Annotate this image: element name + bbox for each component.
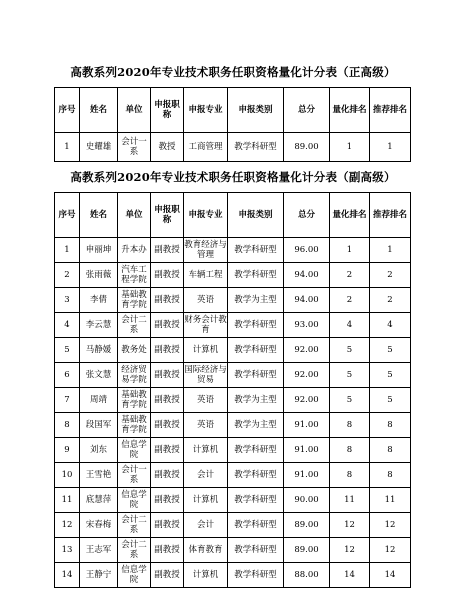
table-row xyxy=(55,363,411,388)
cell-unit: 会计二系 xyxy=(118,538,151,563)
cell-name: 段国军 xyxy=(80,413,118,438)
cell-name: 史耀雄 xyxy=(80,133,118,162)
cell-category: 教学科研型 xyxy=(228,438,284,463)
cell-quant-rank: 12 xyxy=(330,513,370,538)
cell-quant-rank: 1 xyxy=(330,238,370,263)
cell-score: 88.00 xyxy=(284,563,330,588)
cell-score: 92.00 xyxy=(284,338,330,363)
cell-recommend-rank: 12 xyxy=(370,538,411,563)
cell-category: 教学科研型 xyxy=(228,363,284,388)
table-row xyxy=(55,513,411,538)
cell-major: 工商管理 xyxy=(184,133,228,162)
cell-index: 13 xyxy=(55,538,80,563)
cell-recommend-rank: 2 xyxy=(370,288,411,313)
cell-name: 底慧萍 xyxy=(80,488,118,513)
cell-title: 副教授 xyxy=(151,463,184,488)
table2 xyxy=(54,192,411,588)
table2-header-quant-rank: 量化排名 xyxy=(330,193,370,238)
cell-title: 副教授 xyxy=(151,263,184,288)
table-row xyxy=(55,313,411,338)
cell-unit: 会计二系 xyxy=(118,313,151,338)
cell-major: 计算机 xyxy=(184,563,228,588)
cell-quant-rank: 14 xyxy=(330,563,370,588)
cell-score: 90.00 xyxy=(284,488,330,513)
cell-title: 副教授 xyxy=(151,238,184,263)
cell-name: 王静宁 xyxy=(80,563,118,588)
cell-title: 副教授 xyxy=(151,313,184,338)
cell-category: 教学科研型 xyxy=(228,338,284,363)
cell-recommend-rank: 5 xyxy=(370,338,411,363)
cell-title: 副教授 xyxy=(151,338,184,363)
cell-index: 14 xyxy=(55,563,80,588)
table2-header-unit: 单位 xyxy=(118,193,151,238)
cell-score: 89.00 xyxy=(284,538,330,563)
table1-header-row xyxy=(55,88,411,133)
table2-header-recommend-rank: 推荐排名 xyxy=(370,193,411,238)
cell-title: 副教授 xyxy=(151,538,184,563)
cell-unit: 教务处 xyxy=(118,338,151,363)
cell-unit: 基础教育学院 xyxy=(118,388,151,413)
cell-quant-rank: 8 xyxy=(330,413,370,438)
cell-quant-rank: 1 xyxy=(330,133,370,162)
cell-index: 1 xyxy=(55,238,80,263)
cell-score: 92.00 xyxy=(284,388,330,413)
cell-quant-rank: 5 xyxy=(330,363,370,388)
cell-name: 刘东 xyxy=(80,438,118,463)
cell-unit: 升本办 xyxy=(118,238,151,263)
cell-score: 89.00 xyxy=(284,513,330,538)
table-row xyxy=(55,563,411,588)
cell-category: 教学科研型 xyxy=(228,488,284,513)
cell-name: 张文慧 xyxy=(80,363,118,388)
cell-major: 英语 xyxy=(184,388,228,413)
cell-quant-rank: 4 xyxy=(330,313,370,338)
cell-recommend-rank: 5 xyxy=(370,388,411,413)
cell-unit: 基础教育学院 xyxy=(118,413,151,438)
cell-unit: 会计二系 xyxy=(118,513,151,538)
table2-title: 高教系列2020年专业技术职务任职资格量化计分表（副高级） xyxy=(70,170,396,184)
cell-major: 教育经济与管理 xyxy=(184,238,228,263)
cell-recommend-rank: 4 xyxy=(370,313,411,338)
cell-unit: 信息学院 xyxy=(118,438,151,463)
cell-index: 4 xyxy=(55,313,80,338)
cell-title: 副教授 xyxy=(151,488,184,513)
table-row xyxy=(55,238,411,263)
cell-category: 教学科研型 xyxy=(228,463,284,488)
table1-header-major: 申报专业 xyxy=(184,88,228,133)
cell-index: 8 xyxy=(55,413,80,438)
cell-index: 12 xyxy=(55,513,80,538)
cell-quant-rank: 5 xyxy=(330,388,370,413)
cell-major: 国际经济与贸易 xyxy=(184,363,228,388)
table-row xyxy=(55,263,411,288)
cell-unit: 经济贸易学院 xyxy=(118,363,151,388)
cell-title: 副教授 xyxy=(151,388,184,413)
table1-header-index: 序号 xyxy=(55,88,80,133)
cell-major: 车辆工程 xyxy=(184,263,228,288)
cell-index: 11 xyxy=(55,488,80,513)
cell-title: 副教授 xyxy=(151,288,184,313)
cell-name: 王雪艳 xyxy=(80,463,118,488)
table2-header-name: 姓名 xyxy=(80,193,118,238)
cell-score: 94.00 xyxy=(284,288,330,313)
cell-major: 会计 xyxy=(184,463,228,488)
cell-category: 教学科研型 xyxy=(228,238,284,263)
cell-index: 6 xyxy=(55,363,80,388)
cell-quant-rank: 11 xyxy=(330,488,370,513)
cell-major: 会计 xyxy=(184,513,228,538)
cell-unit: 信息学院 xyxy=(118,488,151,513)
table1 xyxy=(54,87,411,162)
cell-unit: 信息学院 xyxy=(118,563,151,588)
cell-recommend-rank: 1 xyxy=(370,133,411,162)
table2-header-category: 申报类别 xyxy=(228,193,284,238)
table2-header-score: 总分 xyxy=(284,193,330,238)
cell-quant-rank: 12 xyxy=(330,538,370,563)
cell-score: 91.00 xyxy=(284,463,330,488)
cell-index: 2 xyxy=(55,263,80,288)
cell-title: 副教授 xyxy=(151,513,184,538)
cell-recommend-rank: 8 xyxy=(370,413,411,438)
cell-index: 9 xyxy=(55,438,80,463)
cell-index: 5 xyxy=(55,338,80,363)
cell-quant-rank: 8 xyxy=(330,463,370,488)
table-row xyxy=(55,338,411,363)
cell-category: 教学科研型 xyxy=(228,263,284,288)
cell-title: 教授 xyxy=(151,133,184,162)
cell-category: 教学科研型 xyxy=(228,563,284,588)
cell-score: 89.00 xyxy=(284,133,330,162)
cell-score: 92.00 xyxy=(284,363,330,388)
table1-header-unit: 单位 xyxy=(118,88,151,133)
table-row xyxy=(55,388,411,413)
cell-title: 副教授 xyxy=(151,413,184,438)
cell-category: 教学科研型 xyxy=(228,313,284,338)
cell-score: 91.00 xyxy=(284,413,330,438)
table1-header-recommend-rank: 推荐排名 xyxy=(370,88,411,133)
cell-major: 计算机 xyxy=(184,338,228,363)
cell-category: 教学科研型 xyxy=(228,513,284,538)
table-row xyxy=(55,438,411,463)
cell-unit: 会计一系 xyxy=(118,133,151,162)
table1-header-quant-rank: 量化排名 xyxy=(330,88,370,133)
cell-score: 94.00 xyxy=(284,263,330,288)
cell-index: 3 xyxy=(55,288,80,313)
cell-recommend-rank: 8 xyxy=(370,463,411,488)
cell-name: 李倩 xyxy=(80,288,118,313)
cell-quant-rank: 8 xyxy=(330,438,370,463)
cell-title: 副教授 xyxy=(151,438,184,463)
cell-index: 7 xyxy=(55,388,80,413)
table1-header-title: 申报职称 xyxy=(151,88,184,133)
cell-category: 教学为主型 xyxy=(228,388,284,413)
cell-index: 1 xyxy=(55,133,80,162)
table-row xyxy=(55,488,411,513)
cell-unit: 会计一系 xyxy=(118,463,151,488)
cell-score: 96.00 xyxy=(284,238,330,263)
cell-major: 英语 xyxy=(184,413,228,438)
cell-score: 93.00 xyxy=(284,313,330,338)
cell-category: 教学为主型 xyxy=(228,413,284,438)
table2-header-index: 序号 xyxy=(55,193,80,238)
cell-category: 教学为主型 xyxy=(228,288,284,313)
cell-category: 教学科研型 xyxy=(228,133,284,162)
cell-major: 计算机 xyxy=(184,488,228,513)
cell-major: 计算机 xyxy=(184,438,228,463)
cell-unit: 基础教育学院 xyxy=(118,288,151,313)
cell-unit: 汽车工程学院 xyxy=(118,263,151,288)
cell-name: 周靖 xyxy=(80,388,118,413)
cell-recommend-rank: 14 xyxy=(370,563,411,588)
cell-recommend-rank: 2 xyxy=(370,263,411,288)
table1-title: 高教系列2020年专业技术职务任职资格量化计分表（正高级） xyxy=(70,65,396,79)
table-row xyxy=(55,413,411,438)
cell-major: 体育教育 xyxy=(184,538,228,563)
cell-category: 教学科研型 xyxy=(228,538,284,563)
cell-major: 财务会计教育 xyxy=(184,313,228,338)
cell-recommend-rank: 11 xyxy=(370,488,411,513)
cell-name: 张雨薇 xyxy=(80,263,118,288)
table1-header-score: 总分 xyxy=(284,88,330,133)
cell-name: 王志军 xyxy=(80,538,118,563)
cell-quant-rank: 2 xyxy=(330,288,370,313)
cell-recommend-rank: 12 xyxy=(370,513,411,538)
table-row xyxy=(55,133,411,162)
cell-recommend-rank: 8 xyxy=(370,438,411,463)
cell-score: 91.00 xyxy=(284,438,330,463)
table-row xyxy=(55,463,411,488)
cell-recommend-rank: 1 xyxy=(370,238,411,263)
cell-quant-rank: 5 xyxy=(330,338,370,363)
cell-name: 李云慧 xyxy=(80,313,118,338)
cell-name: 马静媛 xyxy=(80,338,118,363)
table-row xyxy=(55,538,411,563)
table2-header-row xyxy=(55,193,411,238)
cell-name: 宋春梅 xyxy=(80,513,118,538)
table2-header-major: 申报专业 xyxy=(184,193,228,238)
cell-title: 副教授 xyxy=(151,563,184,588)
table1-header-name: 姓名 xyxy=(80,88,118,133)
cell-quant-rank: 2 xyxy=(330,263,370,288)
cell-major: 英语 xyxy=(184,288,228,313)
cell-title: 副教授 xyxy=(151,363,184,388)
table-row xyxy=(55,288,411,313)
cell-recommend-rank: 5 xyxy=(370,363,411,388)
cell-name: 申丽坤 xyxy=(80,238,118,263)
table2-header-title: 申报职称 xyxy=(151,193,184,238)
cell-index: 10 xyxy=(55,463,80,488)
table1-header-category: 申报类别 xyxy=(228,88,284,133)
